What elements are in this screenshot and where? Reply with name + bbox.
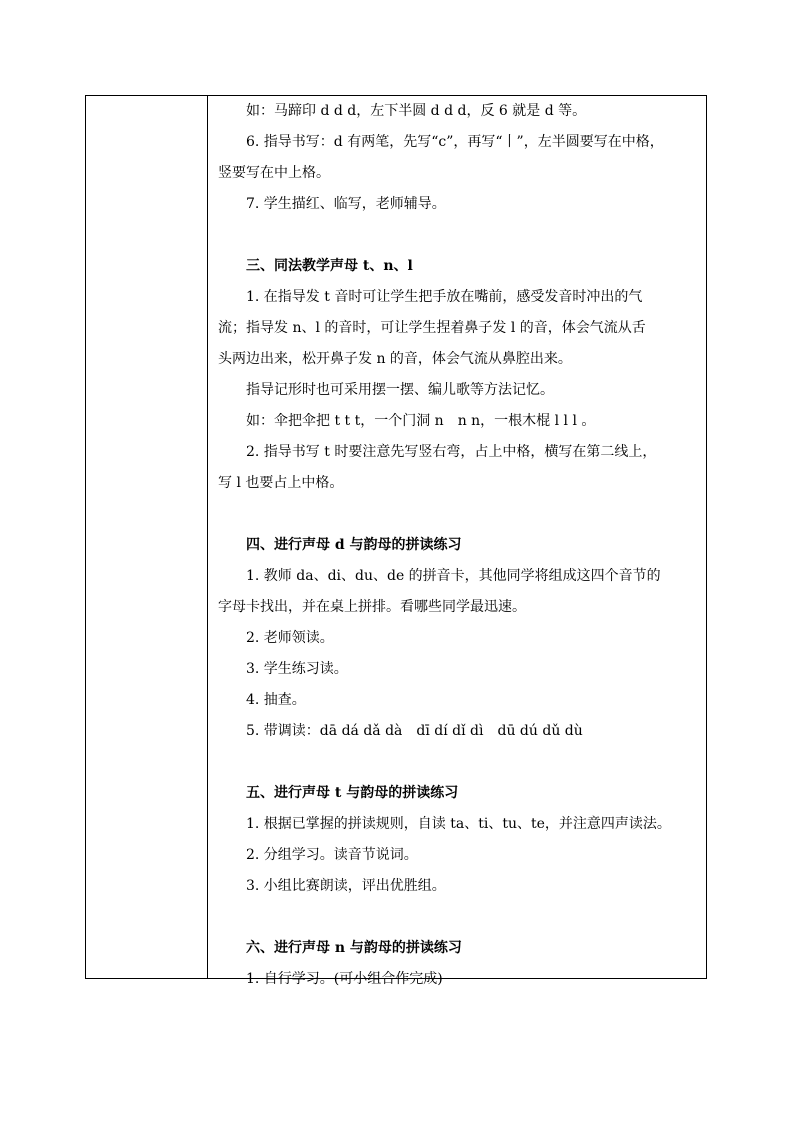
- section-heading: 四、进行声母 d 与韵母的拼读练习: [246, 537, 462, 553]
- text-line: 2. 指导书写 t 时要注意先写竖右弯，占上中格，横写在第二线上，: [246, 444, 657, 460]
- text-line: 1. 教师 da、di、du、de 的拼音卡，其他同学将组成这四个音节的: [246, 568, 661, 584]
- text-line: 竖要写在中上格。: [218, 165, 330, 181]
- text-line: 流；指导发 n、l 的音时，可让学生捏着鼻子发 l 的音，体会气流从舌: [218, 320, 646, 336]
- text-line: 6. 指导书写：d 有两笔，先写“c”，再写“丨”，左半圆要写在中格，: [246, 134, 664, 150]
- text-line: 1. 自行学习。(可小组合作完成): [246, 971, 443, 987]
- text-line: 1. 根据已掌握的拼读规则，自读 ta、ti、tu、te，并注意四声读法。: [246, 816, 671, 832]
- blank-line: [218, 499, 700, 530]
- text-line: 如：伞把伞把 t t t，一个门洞 n n n，一根木棍 l l l 。: [246, 413, 596, 429]
- blank-line: [218, 747, 700, 778]
- text-line: 2. 老师领读。: [246, 630, 334, 646]
- text-line: 1. 在指导发 t 音时可让学生把手放在嘴前，感受发音时冲出的气: [246, 289, 643, 305]
- text-line: 头两边出来，松开鼻子发 n 的音，体会气流从鼻腔出来。: [218, 351, 572, 367]
- section-heading: 三、同法教学声母 t、n、l: [246, 258, 413, 274]
- text-line: 4. 抽查。: [246, 692, 306, 708]
- text-line: 7. 学生描红、临写，老师辅导。: [246, 196, 446, 212]
- lesson-content-cell: [208, 96, 706, 987]
- text-line: 如：马蹄印 d d d，左下半圆 d d d，反 6 就是 d 等。: [246, 103, 587, 119]
- text-line: 3. 学生练习读。: [246, 661, 348, 677]
- lesson-table: [85, 95, 707, 987]
- text-line: 写 l 也要占上中格。: [218, 475, 344, 491]
- text-line: 5. 带调读：dā dá dǎ dà dī dí dǐ dì dū dú dǔ dù: [246, 723, 583, 739]
- section-heading: 五、进行声母 t 与韵母的拼读练习: [246, 785, 459, 801]
- text-line: 字母卡找出，并在桌上拼排。看哪些同学最迅速。: [218, 599, 526, 615]
- blank-line: [218, 220, 700, 251]
- text-line: 2. 分组学习。读音节说词。: [246, 847, 418, 863]
- section-heading: 六、进行声母 n 与韵母的拼读练习: [246, 940, 462, 956]
- text-line: 指导记形时也可采用摆一摆、编儿歌等方法记忆。: [246, 382, 554, 398]
- text-line: 3. 小组比赛朗读，评出优胜组。: [246, 878, 446, 894]
- blank-line: [218, 902, 700, 933]
